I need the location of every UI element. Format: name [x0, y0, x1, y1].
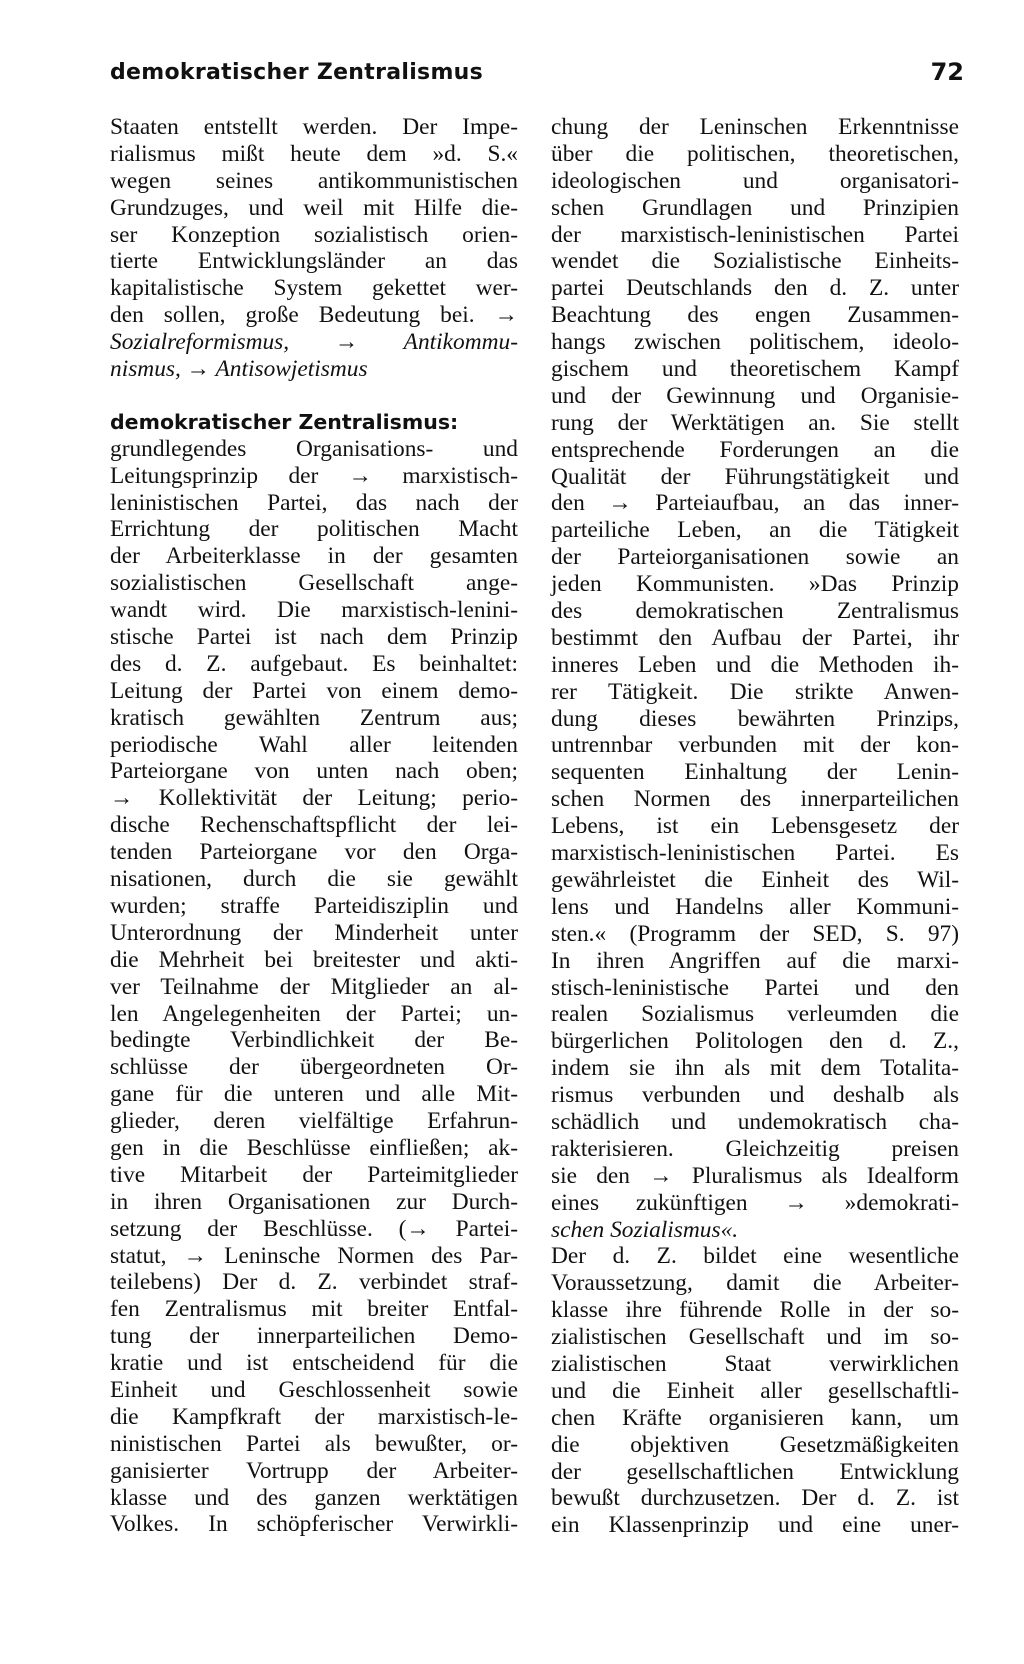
text-line: den → Parteiaufbau, an das inner- [551, 490, 959, 517]
text-line: setzung der Beschlüsse. (→ Partei- [110, 1215, 518, 1242]
text-line: nisationen, durch die sie gewählt [110, 866, 518, 893]
text-line: wandt wird. Die marxistisch-lenini- [110, 597, 518, 624]
text-line: marxistisch-leninistischen Partei. Es [551, 840, 959, 867]
text-line: Leitungsprinzip der → marxistisch- [110, 462, 518, 489]
text-line: chung der Leninschen Erkenntnisse [551, 114, 959, 140]
text-line: tive Mitarbeit der Parteimitglieder [110, 1161, 518, 1188]
text-line: kratisch gewählten Zentrum aus; [110, 704, 518, 731]
text-line: untrennbar verbunden mit der kon- [551, 732, 959, 759]
text-line: bewußt durchzusetzen. Der d. Z. ist [551, 1485, 959, 1512]
text-line: ver Teilnahme der Mitglieder an al- [110, 973, 518, 1000]
text-line: zialistischen Staat verwirklichen [551, 1350, 959, 1377]
text-line: tung der innerparteilichen Demo- [110, 1323, 518, 1350]
text-line: ideologischen und organisatori- [551, 167, 959, 194]
text-line: ganisierter Vortrupp der Arbeiter- [110, 1457, 518, 1484]
text-line: kapitalistische System gekettet wer- [110, 275, 518, 302]
text-line: rer Tätigkeit. Die strikte Anwen- [551, 678, 959, 705]
text-line: gane für die unteren und alle Mit- [110, 1081, 518, 1108]
text-line: stisch-leninistische Partei und den [551, 974, 959, 1001]
text-line: rakterisieren. Gleichzeitig preisen [551, 1135, 959, 1162]
text-line: fen Zentralismus mit breiter Entfal- [110, 1296, 518, 1323]
text-line: sie den → Pluralismus als Idealform [551, 1162, 959, 1189]
text-line: Lebens, ist ein Lebensgesetz der [551, 813, 959, 840]
text-line: Grundzuges, und weil mit Hilfe die- [110, 194, 518, 221]
left-column [110, 114, 518, 1538]
cross-reference: nismus, → Antisowjetismus [110, 356, 368, 383]
text-line: ninistischen Partei als bewußter, or- [110, 1430, 518, 1457]
text-line: der marxistisch-leninistischen Partei [551, 221, 959, 248]
text-line: in ihren Organisationen zur Durch- [110, 1188, 518, 1215]
text-line: klasse und des ganzen werktätigen [110, 1484, 518, 1511]
text-line: der Parteiorganisationen sowie an [551, 544, 959, 571]
text-line: entsprechende Forderungen an die [551, 436, 959, 463]
text-line: ein Klassenprinzip und eine uner- [551, 1512, 959, 1539]
entry-body [110, 436, 518, 1539]
text-line: Der d. Z. bildet eine wesentliche [551, 1243, 959, 1270]
text-line: des demokratischen Zentralismus [551, 598, 959, 625]
text-line: dische Rechenschaftspflicht der lei- [110, 812, 518, 839]
text-line: rung der Werktätigen an. Sie stellt [551, 409, 959, 436]
text-line: rismus verbunden und deshalb als [551, 1082, 959, 1109]
text-line: wendet die Sozialistische Einheits- [551, 248, 959, 275]
text-line: Leitung der Partei von einem demo- [110, 677, 518, 704]
text-line: tenden Parteiorgane vor den Orga- [110, 839, 518, 866]
text-line: über die politischen, theoretischen, [551, 140, 959, 167]
text-line [110, 329, 518, 356]
text-line: Volkes. In schöpferischer Verwirkli- [110, 1511, 518, 1538]
text-line: grundlegendes Organisations- und [110, 435, 518, 462]
text-line: gewährleistet die Einheit des Wil- [551, 866, 959, 893]
text-line: die Kampfkraft der marxistisch-le- [110, 1403, 518, 1430]
text-line: klasse ihre führende Rolle in der so- [551, 1297, 959, 1324]
text-line: parteiliche Leben, an die Tätigkeit [551, 517, 959, 544]
text-line: rialismus mißt heute dem »d. S.« [110, 140, 518, 167]
cross-reference: schen Sozialismus«. [551, 1216, 739, 1243]
right-column [551, 114, 959, 1539]
text-line: schlüsse der übergeordneten Or- [110, 1054, 518, 1081]
text-line: kratie und ist entscheidend für die [110, 1350, 518, 1377]
text-line: gen in die Beschlüsse einfließen; ak- [110, 1134, 518, 1161]
text-line: chen Kräfte organisieren kann, um [551, 1404, 959, 1431]
text-line: wurden; straffe Parteidisziplin und [110, 892, 518, 919]
text-line: sozialistischen Gesellschaft ange- [110, 570, 518, 597]
text-line: sequenten Einhaltung der Lenin- [551, 759, 959, 786]
text-line: dung dieses bewährten Prinzips, [551, 705, 959, 732]
text-line: partei Deutschlands den d. Z. unter [551, 275, 959, 302]
text-line: eines zukünftigen → »demokrati- [551, 1189, 959, 1216]
page-number: 72 [930, 58, 964, 86]
text-line: die Mehrheit bei breitester und akti- [110, 946, 518, 973]
text-line: bürgerlichen Politologen den d. Z., [551, 1028, 959, 1055]
text-line: bestimmt den Aufbau der Partei, ihr [551, 624, 959, 651]
entry-gap [110, 383, 518, 409]
text-line: die objektiven Gesetzmäßigkeiten [551, 1431, 959, 1458]
text-line: Unterordnung der Minderheit unter [110, 919, 518, 946]
text-line: zialistischen Gesellschaft und im so- [551, 1324, 959, 1351]
text-line: Beachtung des engen Zusammen- [551, 302, 959, 329]
text-line: ser Konzeption sozialistisch orien- [110, 221, 518, 248]
text-line: schädlich und undemokratisch cha- [551, 1108, 959, 1135]
text-line: Parteiorgane von unten nach oben; [110, 758, 518, 785]
text-line: der gesellschaftlichen Entwicklung [551, 1458, 959, 1485]
text-line: des d. Z. aufgebaut. Es beinhaltet: [110, 650, 518, 677]
text-line: realen Sozialismus verleumden die [551, 1001, 959, 1028]
running-head-title: demokratischer Zentralismus [110, 60, 484, 85]
text-line: Voraussetzung, damit die Arbeiter- [551, 1270, 959, 1297]
text-line: leninistischen Partei, das nach der [110, 489, 518, 516]
text-line: stische Partei ist nach dem Prinzip [110, 624, 518, 651]
text-line: schen Grundlagen und Prinzipien [551, 194, 959, 221]
text-line: len Angelegenheiten der Partei; un- [110, 1000, 518, 1027]
text-line: lens und Handelns aller Kommuni- [551, 893, 959, 920]
text-line: Staaten entstellt werden. Der Impe- [110, 114, 518, 140]
text-line [110, 356, 518, 383]
text-line: inneres Leben und die Methoden ih- [551, 651, 959, 678]
text-line: jeden Kommunisten. »Das Prinzip [551, 571, 959, 598]
text-line: schen Normen des innerparteilichen [551, 786, 959, 813]
text-line: wegen seines antikommunistischen [110, 167, 518, 194]
text-line: den sollen, große Bedeutung bei. → [110, 302, 518, 329]
text-line: Errichtung der politischen Macht [110, 516, 518, 543]
text-line: indem sie ihn als mit dem Totalita- [551, 1055, 959, 1082]
entry-headword: demokratischer Zentralismus: [110, 409, 459, 434]
text-line: gischem und theoretischem Kampf [551, 356, 959, 383]
cross-reference: Sozialreformismus, → Antikommu- [110, 329, 518, 356]
text-line: glieder, deren vielfältige Erfahrun- [110, 1108, 518, 1135]
text-line: periodische Wahl aller leitenden [110, 731, 518, 758]
text-line: sten.« (Programm der SED, S. 97) [551, 920, 959, 947]
text-line: Einheit und Geschlossenheit sowie [110, 1376, 518, 1403]
text-line: → Kollektivität der Leitung; perio- [110, 785, 518, 812]
text-line: Qualität der Führungstätigkeit und [551, 463, 959, 490]
text-line: hangs zwischen politischem, ideolo- [551, 329, 959, 356]
text-line [551, 1217, 959, 1244]
text-line: teilebens) Der d. Z. verbindet straf- [110, 1269, 518, 1296]
text-line: der Arbeiterklasse in der gesamten [110, 543, 518, 570]
text-line: und der Gewinnung und Organisie- [551, 382, 959, 409]
text-line: In ihren Angriffen auf die marxi- [551, 947, 959, 974]
text-line: tierte Entwicklungsländer an das [110, 248, 518, 275]
text-line: bedingte Verbindlichkeit der Be- [110, 1027, 518, 1054]
continuation-text [110, 114, 518, 383]
text-line: und die Einheit aller gesellschaftli- [551, 1377, 959, 1404]
text-line: statut, → Leninsche Normen des Par- [110, 1242, 518, 1269]
